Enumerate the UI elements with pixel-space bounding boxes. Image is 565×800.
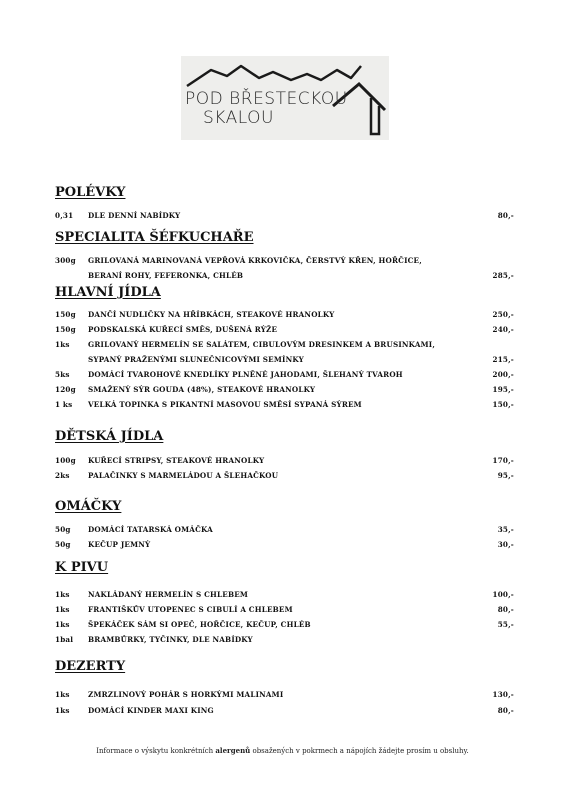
item-price: 80,-	[497, 605, 514, 614]
item-quantity: 5ks	[55, 370, 70, 379]
allergen-note	[0, 746, 565, 755]
item-quantity: 120g	[55, 385, 76, 394]
section-title-omacky: OMÁČKY	[55, 499, 122, 514]
item-price: 170,-	[492, 456, 514, 465]
item-quantity: 100g	[55, 456, 76, 465]
menu-item	[0, 400, 565, 412]
item-description: GRILOVANÁ MARINOVANÁ VEPŘOVÁ KRKOVIČKA, ČERSTVÝ KŘEN, HOŘČICE,	[88, 256, 422, 265]
menu-item	[0, 310, 565, 322]
item-price: 285,-	[492, 271, 514, 280]
menu-item	[0, 620, 565, 632]
menu-item	[0, 385, 565, 397]
menu-item	[0, 590, 565, 602]
item-price: 35,-	[497, 525, 514, 534]
section-title-hlavni-jidla: HLAVNÍ JÍDLA	[55, 285, 161, 300]
item-description: DLE DENNÍ NABÍDKY	[88, 211, 181, 220]
item-description: PODSKALSKÁ KUŘECÍ SMĚS, DUŠENÁ RÝŽE	[88, 325, 278, 334]
item-description: PALAČINKY S MARMELÁDOU A ŠLEHAČKOU	[88, 471, 279, 480]
section-title-polevky: POLÉVKY	[55, 185, 126, 200]
allergen-note-text-end: obsažených v pokrmech a nápojích žádejte prosím u obsluhy.	[250, 747, 469, 755]
menu-item	[0, 211, 565, 223]
item-quantity: 1ks	[55, 605, 70, 614]
item-quantity: 150g	[55, 310, 76, 319]
item-description: DOMÁCÍ KINDER MAXI KING	[88, 706, 214, 715]
allergen-note-bold: alergenů	[215, 746, 251, 755]
menu-item	[0, 456, 565, 468]
item-price: 55,-	[497, 620, 514, 629]
item-price: 95,-	[497, 471, 514, 480]
item-quantity: 1bal	[55, 635, 74, 644]
item-description: VELKÁ TOPINKA S PIKANTNÍ MASOVOU SMĚSÍ SYPANÁ SÝREM	[88, 400, 362, 409]
allergen-note-text: Informace o výskytu konkrétních	[96, 747, 216, 755]
section-title-k-pivu: K PIVU	[55, 560, 109, 575]
section-title-detska-jidla: DĚTSKÁ JÍDLA	[55, 429, 164, 444]
item-description: GRILOVANÝ HERMELÍN SE SALÁTEM, CIBULOVÝM DRESINKEM A BRUSINKAMI,	[88, 340, 436, 349]
menu-item	[0, 540, 565, 552]
item-quantity: 0,31	[55, 211, 74, 220]
menu-item	[0, 690, 565, 702]
logo-line-2: SKALOU	[203, 108, 274, 128]
menu-item	[0, 256, 565, 268]
item-description: DANČÍ NUDLIČKY NA HŘÍBKÁCH, STEAKOVÉ HRANOLKY	[88, 310, 335, 319]
menu-item-continued	[0, 271, 565, 283]
menu-item	[0, 706, 565, 718]
item-description: NAKLÁDANÝ HERMELÍN S CHLEBEM	[88, 590, 249, 599]
item-description: DOMÁCÍ TATARSKÁ OMÁČKA	[88, 525, 213, 534]
item-quantity: 2ks	[55, 471, 70, 480]
item-description: BRAMBŮRKY, TYČINKY, DLE NABÍDKY	[88, 635, 253, 644]
section-title-specialita: SPECIALITA ŠÉFKUCHAŘE	[55, 230, 254, 245]
section-title-dezerty: DEZERTY	[55, 659, 126, 674]
item-description: ŠPEKÁČEK SÁM SI OPEČ, HOŘČICE, KEČUP, CHLÉB	[88, 620, 311, 629]
item-description: FRANTIŠKŮV UTOPENEC S CIBULÍ A CHLEBEM	[88, 605, 293, 614]
item-quantity: 1 ks	[55, 400, 73, 409]
item-quantity: 300g	[55, 256, 76, 265]
menu-item	[0, 340, 565, 352]
menu-item	[0, 605, 565, 617]
item-quantity: 50g	[55, 540, 71, 549]
item-description: SMAŽENÝ SÝR GOUDA (48%), STEAKOVÉ HRANOLKY	[88, 385, 316, 394]
menu-item	[0, 471, 565, 483]
item-description: KUŘECÍ STRIPSY, STEAKOVÉ HRANOLKY	[88, 456, 265, 465]
item-price: 80,-	[497, 706, 514, 715]
menu-item-continued	[0, 355, 565, 367]
menu-item	[0, 635, 565, 647]
item-price: 150,-	[492, 400, 514, 409]
item-price: 30,-	[497, 540, 514, 549]
item-quantity: 1ks	[55, 340, 70, 349]
item-quantity: 1ks	[55, 690, 70, 699]
item-price: 100,-	[492, 590, 514, 599]
item-description: ZMRZLINOVÝ POHÁR S HORKÝMI MALINAMI	[88, 690, 284, 699]
item-price: 130,-	[492, 690, 514, 699]
item-description: BERANÍ ROHY, FEFERONKA, CHLÉB	[88, 271, 244, 280]
item-price: 80,-	[497, 211, 514, 220]
item-quantity: 50g	[55, 525, 71, 534]
item-quantity: 1ks	[55, 620, 70, 629]
item-quantity: 1ks	[55, 706, 70, 715]
menu-item	[0, 325, 565, 337]
menu-item	[0, 525, 565, 537]
item-quantity: 1ks	[55, 590, 70, 599]
item-description: SYPANÝ PRAŽENÝMI SLUNEČNICOVÝMI SEMÍNKY	[88, 355, 304, 364]
item-description: DOMÁCÍ TVAROHOVÉ KNEDLÍKY PLNĚNÉ JAHODAMI, ŠLEHANÝ TVAROH	[88, 370, 403, 379]
item-price: 240,-	[492, 325, 514, 334]
item-description: KEČUP JEMNÝ	[88, 540, 151, 549]
menu-item	[0, 370, 565, 382]
item-price: 195,-	[492, 385, 514, 394]
item-price: 215,-	[492, 355, 514, 364]
item-price: 200,-	[492, 370, 514, 379]
logo-line-1: POD BŘESTECKOU	[185, 89, 348, 109]
item-price: 250,-	[492, 310, 514, 319]
item-quantity: 150g	[55, 325, 76, 334]
